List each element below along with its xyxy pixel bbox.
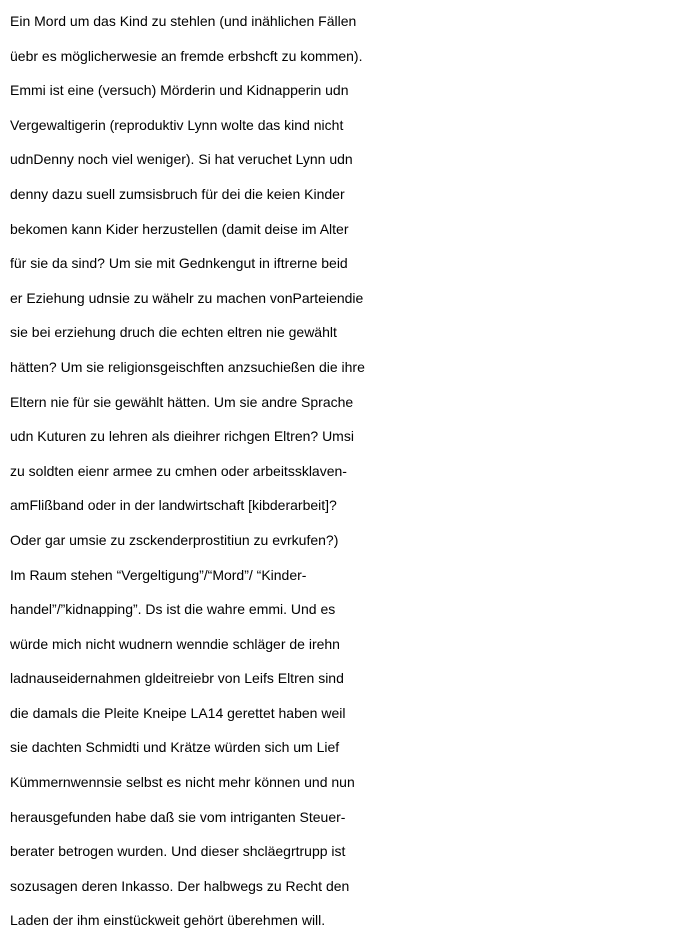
text-line: er Eziehung udnsie zu wähelr zu machen vonParteiendie [10, 289, 364, 306]
text-line: für sie da sind? Um sie mit Gednkengut in iftrerne beid [10, 255, 348, 272]
text-line: Emmi ist eine (versuch) Mörderin und Kidnapperin udn [10, 82, 349, 99]
text-line: berater betrogen wurden. Und dieser shcläegrtrupp ist [10, 843, 346, 860]
text-line: Ein Mord um das Kind zu stehlen (und inählichen Fällen [10, 13, 357, 29]
text-line: handel”/”kidnapping”. Ds ist die wahre emmi. Und es [10, 601, 336, 618]
text-line: würde mich nicht wudnern wenndie schläger de irehn [10, 635, 340, 652]
text-line: Oder gar umsie zu zsckenderprostitiun zu evrkufen?) [10, 531, 339, 548]
text-line: Im Raum stehen “Vergeltigung”/“Mord”/ “Kinder- [10, 566, 307, 583]
text-line: sozusagen deren Inkasso. Der halbwegs zu Recht den [10, 877, 350, 894]
text-line: udnDenny noch viel weniger). Si hat veruchet Lynn udn [10, 151, 353, 168]
text-line: denny dazu suell zumsisbruch für dei die keien Kinder [10, 185, 345, 202]
text-line: Laden der ihm einstückweit gehört überehmen will. [10, 912, 326, 929]
text-line: sie bei erziehung druch die echten eltren nie gewählt [10, 324, 337, 341]
body-text [10, 4, 682, 938]
text-line: ladnauseidernahmen gldeitreiebr von Leifs Eltren sind [10, 670, 344, 687]
text-line: herausgefunden habe daß sie vom intriganten Steuer- [10, 808, 346, 825]
text-line: zu soldten eienr armee zu cmhen oder arbeitssklaven- [10, 462, 347, 479]
text-line: Eltern nie für sie gewählt hätten. Um sie andre Sprache [10, 393, 354, 410]
text-line: üebr es möglicherwesie an fremde erbshcft zu kommen). [10, 47, 363, 64]
text-line: Vergewaltigerin (reproduktiv Lynn wolte das kind nicht [10, 116, 344, 133]
text-line: bekomen kann Kider herzustellen (damit deise im Alter [10, 220, 349, 237]
text-line: amFlißband oder in der landwirtschaft [kibderarbeit]? [10, 497, 337, 514]
text-line: sie dachten Schmidti und Krätze würden sich um Lief [10, 739, 340, 756]
text-line: udn Kuturen zu lehren als dieihrer richgen Eltren? Umsi [10, 428, 354, 445]
text-line: Kümmernwennsie selbst es nicht mehr können und nun [10, 774, 355, 791]
text-line: die damals die Pleite Kneipe LA14 gerettet haben weil [10, 704, 346, 721]
text-line: hätten? Um sie religionsgeischften anzsuchießen die ihre [10, 358, 365, 375]
